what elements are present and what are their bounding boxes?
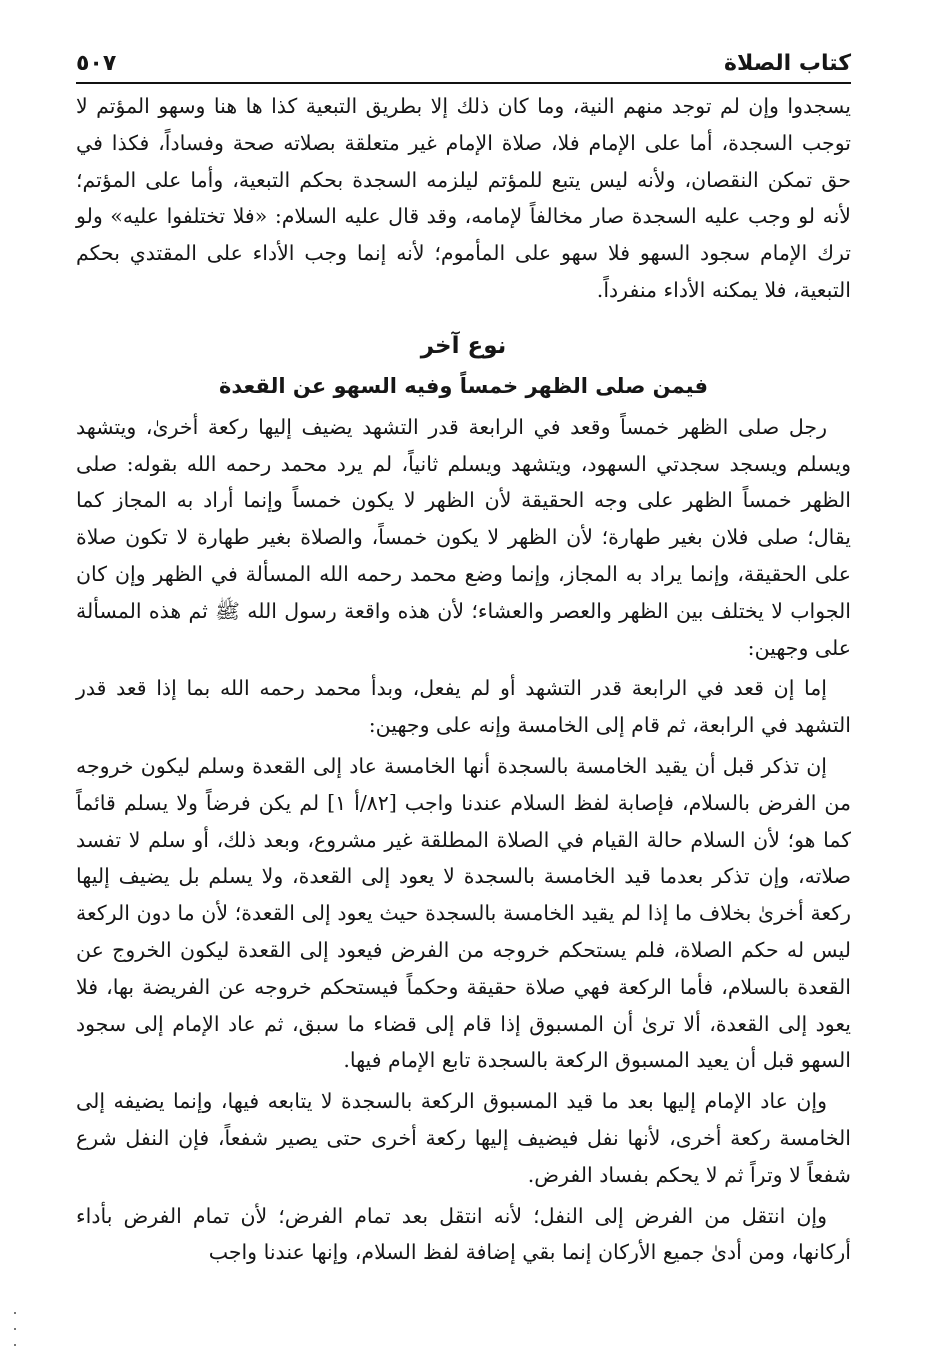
scan-mark	[14, 1312, 16, 1314]
paragraph: إما إن قعد في الرابعة قدر التشهد أو لم يفعل، وبدأ محمد رحمه الله بما إذا قعد قدر التشهد في الرابعة، ثم قام إلى الخامسة وإنه على وجهين:	[76, 676, 851, 738]
paragraph-continuation: يسجدوا وإن لم توجد منهم النية، وما كان ذلك إلا بطريق التبعية كذا ها هنا وسهو المؤتم لا توجب السجدة، أما على الإمام فلا، صلاة الإمام غير متعلقة بصلاته صحة وفساداً، فكذا في حق تمكن النقصان، ولأنه ليس يتبع للمؤتم ليلزمه السجدة بحكم التبعية، وأما على المؤتم؛ لأنه لو وجب عليه السجدة صار مخالفاً لإمامه، وقد قال عليه السلام: «فلا تختلفوا عليه» ولو ترك الإمام سجود السهو فلا سهو على المأموم؛ لأنه إنما وجب الأداء على المقتدي بحكم التبعية، فلا يمكنه الأداء منفرداً.	[76, 94, 851, 302]
scan-mark	[14, 1344, 16, 1346]
paragraph: رجل صلى الظهر خمساً وقعد في الرابعة قدر التشهد يضيف إليها ركعة أخرىٰ، ويتشهد ويسلم ويسجد سجدتي السهود، ويتشهد ويسلم ثانياً، لم يرد محمد رحمه الله بقوله: صلى الظهر خمساً الظهر على وجه الحقيقة لأن الظهر لا يكون خمساً وإنما أراد به المجاز كما يقال؛ صلى فلان بغير طهارة؛ لأن الظهر لا يكون خمساً، والصلاة بغير طهارة لا تكون صلاة على الحقيقة، وإنما يراد به المجاز، وإنما وضع محمد رحمه الله المسألة في الظهر وإن كان الجواب لا يختلف بين الظهر والعصر والعشاء؛ لأن هذه واقعة رسول الله ﷺ ثم هذه المسألة على وجهين:	[76, 414, 852, 660]
running-header	[76, 36, 851, 76]
chapter-title: كتاب الصلاة	[724, 51, 851, 76]
section-subheading: فيمن صلى الظهر خمساً وفيه السهو عن القعدة	[219, 373, 708, 398]
page-number: ٥٠٧	[76, 51, 117, 76]
header-rule	[76, 82, 851, 84]
paragraph: إن تذكر قبل أن يقيد الخامسة بالسجدة أنها الخامسة عاد إلى القعدة وسلم ليكون خروجه من الفرض بالسلام، فإصابة لفظ السلام عندنا واجب [٨٢/أ ١] لم يكن فرضاً ولا يسلم قائماً كما هو؛ لأن السلام حالة القيام في الصلاة المطلقة غير مشروع، وبعد ذلك، أو سلم لا تفسد صلاته، وإن تذكر بعدما قيد الخامسة بالسجدة لا يعود إلى القعدة، ولا يسلم بل يضيف إليها ركعة أخرىٰ بخلاف ما إذا لم يقيد الخامسة بالسجدة حيث يعود إلى القعدة؛ لأن ما دون الركعة ليس له حكم الصلاة، فلم يستحكم خروجه من الفرض فيعود إلى القعدة ليكون الخروج عن القعدة بالسلام، فأما الركعة فهي صلاة حقيقة وحكماً فيستحكم خروجه عن الفريضة بها، فلا يعود إلى القعدة، ألا ترىٰ أن المسبوق إذا قام إلى قضاء ما سبق، ثم عاد الإمام إلى سجود السهو قبل أن يعيد المسبوق الركعة بالسجدة تابع الإمام فيها.	[76, 753, 851, 1073]
scan-mark	[14, 1328, 16, 1330]
page-body	[76, 88, 851, 1271]
section-heading: نوع آخر	[420, 332, 507, 359]
paragraph: وإن انتقل من الفرض إلى النفل؛ لأنه انتقل بعد تمام الفرض؛ لأن تمام الفرض بأداء أركانها، ومن أدىٰ جميع الأركان إنما بقي إضافة لفظ السلام، وإنها عندنا واجب	[76, 1203, 851, 1265]
paragraph: وإن عاد الإمام إليها بعد ما قيد المسبوق الركعة بالسجدة لا يتابعه فيها، وإنما يضيفه إلى الخامسة ركعة أخرى، لأنها نفل فيضيف إليها ركعة أخرى حتى يصير شفعاً، فإن النفل شرع شفعاً لا وتراً ثم لا يحكم بفساد الفرض.	[76, 1089, 851, 1187]
